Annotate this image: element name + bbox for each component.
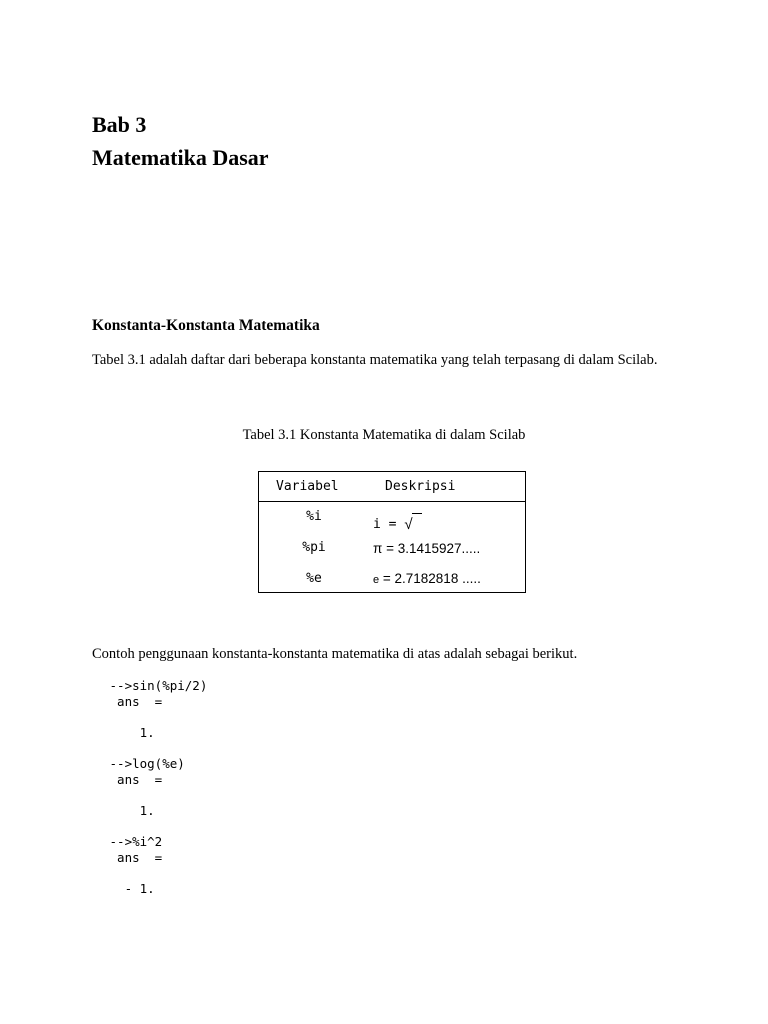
square-root-icon: √ <box>404 516 413 533</box>
table-cell-variable: %pi <box>302 540 326 555</box>
radicand-bar <box>412 513 422 524</box>
table-cell-variable: %i <box>306 509 322 524</box>
table-header-divider <box>259 501 525 502</box>
table-cell-description <box>373 541 480 556</box>
table-header-variable: Variabel <box>276 479 339 494</box>
example-paragraph: Contoh penggunaan konstanta-konstanta matematika di atas adalah sebagai berikut. <box>92 646 578 662</box>
euler-symbol: e <box>373 574 380 586</box>
pi-value: = 3.1415927..... <box>382 541 481 556</box>
table-header-description: Deskripsi <box>385 479 456 494</box>
table-cell-description <box>373 513 422 533</box>
euler-value: = 2.7182818 ..... <box>379 571 481 586</box>
table-caption: Tabel 3.1 Konstanta Matematika di dalam Scilab <box>242 427 526 443</box>
constants-table <box>258 471 526 593</box>
pi-symbol: π <box>373 541 383 556</box>
intro-paragraph: Tabel 3.1 adalah daftar dari beberapa konstanta matematika yang telah terpasang di dalam Scilab. <box>92 352 658 368</box>
section-heading: Konstanta-Konstanta Matematika <box>92 317 320 334</box>
chapter-title: Matematika Dasar <box>92 145 269 170</box>
code-example: -->sin(%pi/2) ans = 1. -->log(%e) ans = 1. -->%i^2 ans = - 1. <box>109 678 208 896</box>
table-cell-description <box>373 571 481 586</box>
table-cell-variable: %e <box>306 571 322 586</box>
chapter-number: Bab 3 <box>92 112 147 137</box>
imaginary-unit-symbol: i <box>373 517 381 532</box>
equals-sign: = <box>380 517 405 532</box>
